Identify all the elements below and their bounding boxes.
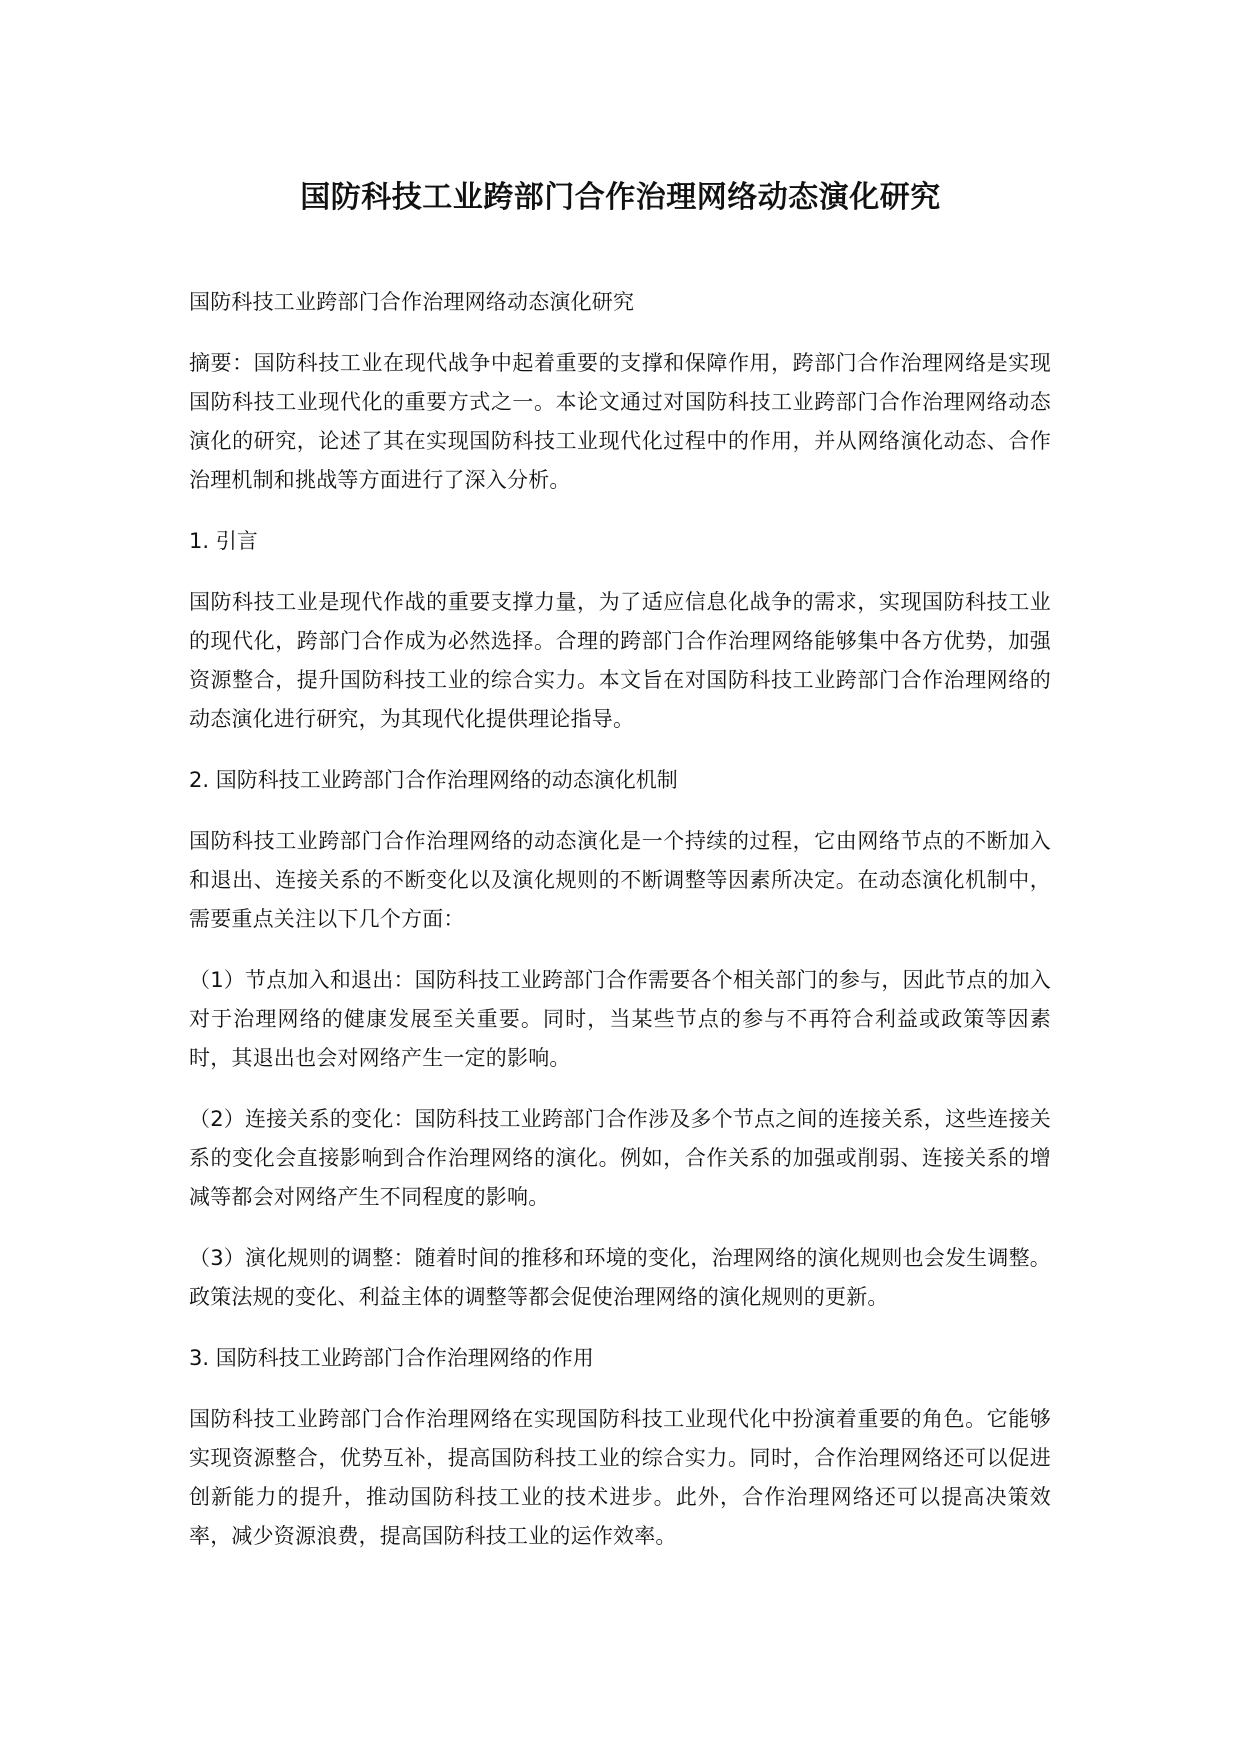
- section-1-heading: 1. 引言: [189, 529, 258, 553]
- section-1-paragraph: 国防科技工业是现代作战的重要支撑力量，为了适应信息化战争的需求，实现国防科技工业的现代化，跨部门合作成为必然选择。合理的跨部门合作治理网络能够集中各方优势，加强资源整合，提升国防科技工业的综合实力。本文旨在对国防科技工业跨部门合作治理网络的动态演化进行研究，为其现代化提供理论指导。: [189, 590, 1051, 731]
- section-2-item-2: （2）连接关系的变化：国防科技工业跨部门合作涉及多个节点之间的连接关系，这些连接关系的变化会直接影响到合作治理网络的演化。例如，合作关系的加强或削弱、连接关系的增减等都会对网络产生不同程度的影响。: [189, 1107, 1051, 1209]
- section-2-heading: 2. 国防科技工业跨部门合作治理网络的动态演化机制: [189, 768, 678, 792]
- document-subtitle: 国防科技工业跨部门合作治理网络动态演化研究: [189, 290, 635, 314]
- section-2-item-3: （3）演化规则的调整：随着时间的推移和环境的变化，治理网络的演化规则也会发生调整。政策法规的变化、利益主体的调整等都会促使治理网络的演化规则的更新。: [189, 1246, 1051, 1309]
- section-3-heading: 3. 国防科技工业跨部门合作治理网络的作用: [189, 1346, 594, 1370]
- section-2-paragraph: 国防科技工业跨部门合作治理网络的动态演化是一个持续的过程，它由网络节点的不断加入和退出、连接关系的不断变化以及演化规则的不断调整等因素所决定。在动态演化机制中，需要重点关注以下几个方面：: [189, 829, 1051, 931]
- document-title: 国防科技工业跨部门合作治理网络动态演化研究: [300, 180, 941, 215]
- section-3-paragraph: 国防科技工业跨部门合作治理网络在实现国防科技工业现代化中扮演着重要的角色。它能够实现资源整合，优势互补，提高国防科技工业的综合实力。同时，合作治理网络还可以促进创新能力的提升，推动国防科技工业的技术进步。此外，合作治理网络还可以提高决策效率，减少资源浪费，提高国防科技工业的运作效率。: [189, 1407, 1051, 1548]
- document-body: [189, 283, 1051, 1578]
- section-2-item-1: （1）节点加入和退出：国防科技工业跨部门合作需要各个相关部门的参与，因此节点的加入对于治理网络的健康发展至关重要。同时，当某些节点的参与不再符合利益或政策等因素时，其退出也会对网络产生一定的影响。: [189, 968, 1051, 1070]
- abstract-paragraph: 摘要：国防科技工业在现代战争中起着重要的支撑和保障作用，跨部门合作治理网络是实现国防科技工业现代化的重要方式之一。本论文通过对国防科技工业跨部门合作治理网络动态演化的研究，论述了其在实现国防科技工业现代化过程中的作用，并从网络演化动态、合作治理机制和挑战等方面进行了深入分析。: [189, 351, 1051, 492]
